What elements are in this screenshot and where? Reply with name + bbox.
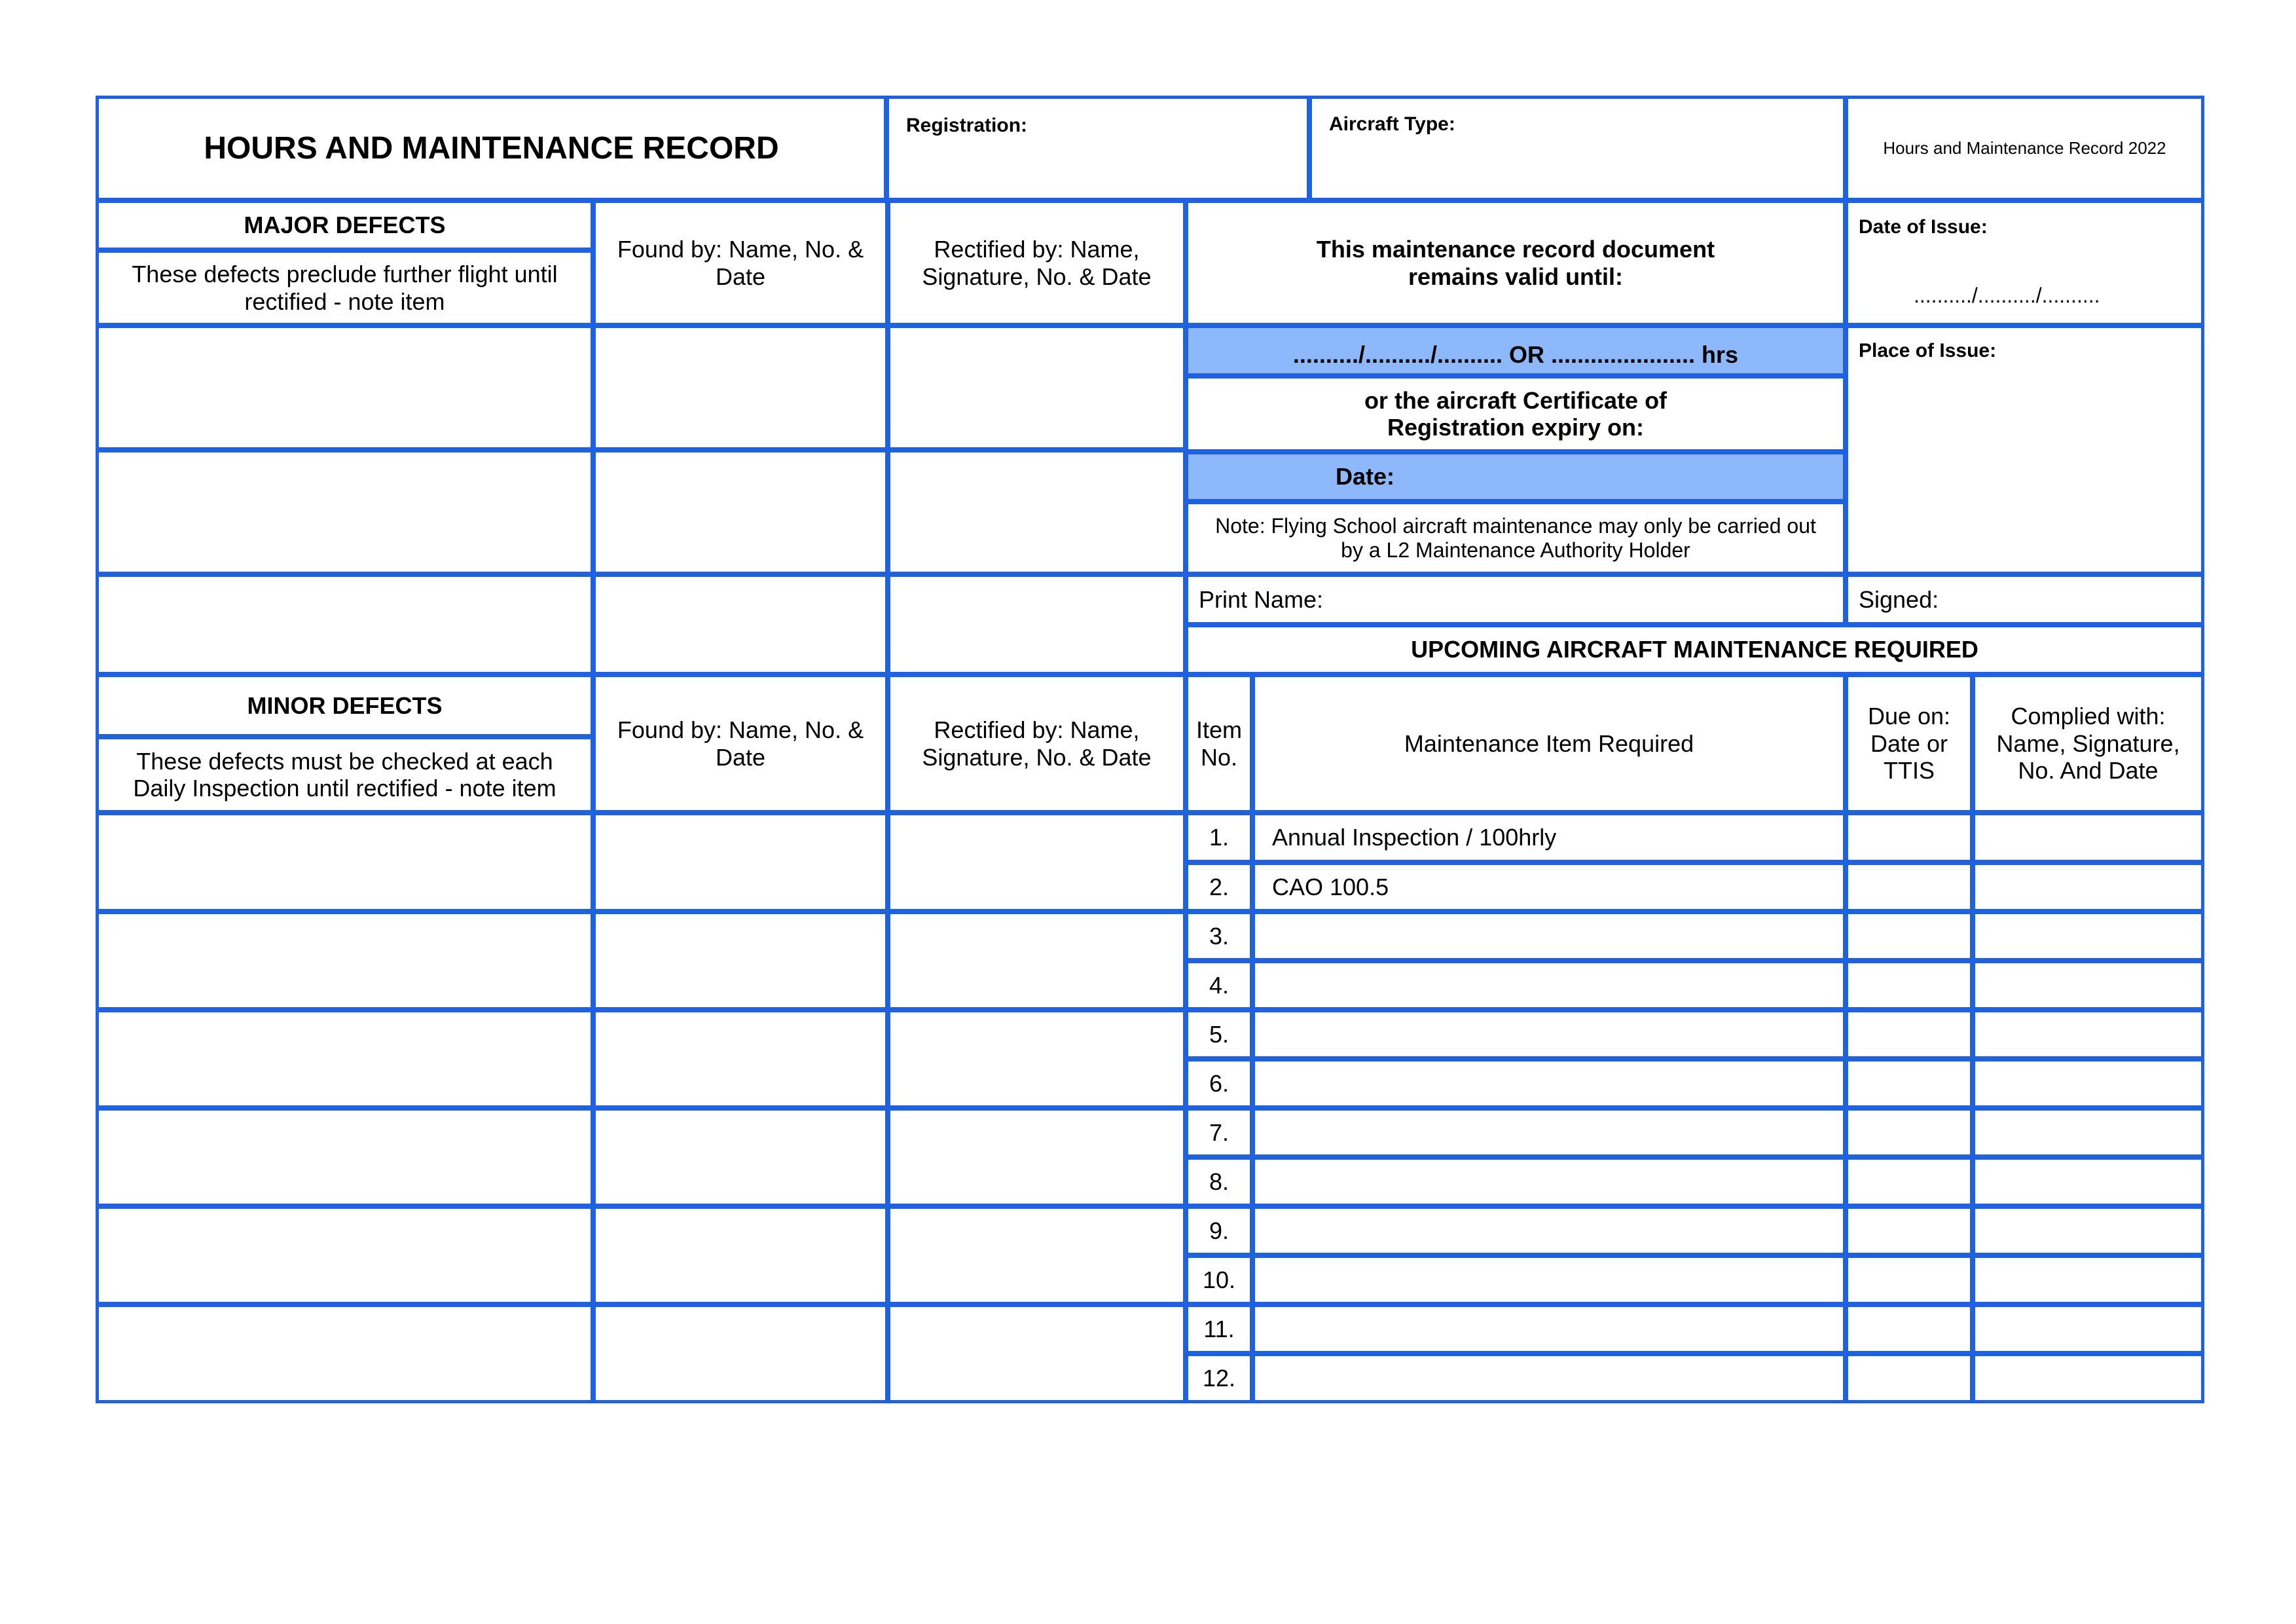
item-row-10-no [1185,1255,1253,1305]
item-row-6-required[interactable] [1252,1058,1846,1109]
major-defects-subtitle: These defects preclude further flight until rectified - note item [132,261,558,315]
item-number: 12. [1202,1364,1236,1392]
item-row-6-no [1185,1058,1253,1109]
item-row-11-complied[interactable] [1972,1304,2204,1354]
item-row-10-due[interactable] [1845,1255,1973,1305]
minor-defect-6-rectified[interactable] [887,1304,1186,1403]
minor-defect-1-desc[interactable] [96,812,594,912]
date-of-issue-label: Date of Issue: [1859,216,1988,238]
item-number: 8. [1209,1168,1230,1195]
item-row-7-complied[interactable] [1972,1107,2204,1158]
minor-defects-title: MINOR DEFECTS [247,692,443,719]
title-cell [96,96,887,201]
item-row-9-complied[interactable] [1972,1206,2204,1256]
item-row-9-due[interactable] [1845,1206,1973,1256]
print-name-label: Print Name: [1199,585,1324,613]
item-row-6-complied[interactable] [1972,1058,2204,1109]
item-number: 4. [1209,971,1230,999]
expiry-date-field[interactable] [1185,451,1846,502]
item-row-1-due[interactable] [1845,812,1973,863]
item-row-9-required[interactable] [1252,1206,1846,1256]
minor-defect-2-desc[interactable] [96,911,594,1010]
minor-defect-4-desc[interactable] [96,1107,594,1207]
col-required-label: Maintenance Item Required [1404,729,1694,757]
item-number: 5. [1209,1020,1230,1048]
validity-heading: This maintenance record document remains valid until: [1316,236,1715,290]
expiry-date-label: Date: [1335,463,1395,490]
item-number: 10. [1202,1266,1236,1293]
col-complied-label: Complied with: Name, Signature, No. And Date [1996,703,2180,784]
valid-until-blank: ........../........../.......... OR ...................... hrs [1292,341,1739,368]
item-number: 1. [1209,824,1230,851]
minor-rectified-by-header [887,674,1186,813]
item-row-7-no [1185,1107,1253,1158]
item-row-1-complied[interactable] [1972,812,2204,863]
item-row-3-no [1185,911,1253,961]
item-number: 3. [1209,922,1230,950]
item-row-12-required[interactable] [1252,1353,1846,1403]
item-description: CAO 100.5 [1272,873,1389,900]
minor-defect-5-rectified[interactable] [887,1206,1186,1305]
minor-defect-2-found[interactable] [592,911,888,1010]
item-number: 6. [1209,1069,1230,1097]
minor-defect-4-found[interactable] [592,1107,888,1207]
item-row-12-complied[interactable] [1972,1353,2204,1403]
item-row-11-due[interactable] [1845,1304,1973,1354]
page-title: HOURS AND MAINTENANCE RECORD [204,130,779,166]
minor-found-by-label: Found by: Name, No. & Date [617,716,864,771]
item-row-3-due[interactable] [1845,911,1973,961]
item-number: 9. [1209,1217,1230,1244]
upcoming-title: UPCOMING AIRCRAFT MAINTENANCE REQUIRED [1411,636,1978,663]
major-defect-1-desc[interactable] [96,325,594,451]
col-item-no-label: Item No. [1195,716,1242,771]
minor-defect-1-rectified[interactable] [887,812,1186,912]
aircraft-type-label: Aircraft Type: [1329,113,1455,135]
item-row-4-required[interactable] [1252,960,1846,1010]
item-row-11-no [1185,1304,1253,1354]
col-due-header [1845,674,1973,813]
valid-until-field[interactable] [1185,325,1846,377]
date-of-issue-blank: ........../........../.......... [1914,283,2100,307]
item-row-9-no [1185,1206,1253,1256]
major-defects-subtitle-cell [96,249,594,326]
major-defect-2-found[interactable] [592,449,888,575]
item-row-1-required[interactable] [1252,812,1846,863]
item-row-2-required[interactable] [1252,862,1846,912]
registration-label: Registration: [906,115,1028,136]
col-item-no-header [1185,674,1253,813]
col-due-label: Due on: Date or TTIS [1867,703,1951,784]
signed-field[interactable] [1845,574,2204,625]
validity-heading-cell [1185,200,1846,326]
minor-defect-2-rectified[interactable] [887,911,1186,1010]
item-row-11-required[interactable] [1252,1304,1846,1354]
major-defect-3-desc[interactable] [96,574,594,675]
minor-defect-6-desc[interactable] [96,1304,594,1403]
major-defect-1-found[interactable] [592,325,888,451]
item-row-4-no [1185,960,1253,1010]
place-of-issue-field[interactable] [1845,325,2204,575]
minor-rectified-by-label: Rectified by: Name, Signature, No. & Date [922,716,1152,771]
item-row-10-required[interactable] [1252,1255,1846,1305]
place-of-issue-label: Place of Issue: [1859,340,1997,361]
item-row-6-due[interactable] [1845,1058,1973,1109]
col-complied-header [1972,674,2204,813]
major-defect-1-rectified[interactable] [887,325,1186,451]
major-found-by-label: Found by: Name, No. & Date [617,236,864,290]
minor-defect-3-found[interactable] [592,1009,888,1109]
minor-defects-title-cell [96,674,594,737]
item-row-5-no [1185,1009,1253,1060]
flying-school-note: Note: Flying School aircraft maintenance may only be carried out by a L2 Maintenance Authority Holder [1215,513,1816,562]
item-row-3-complied[interactable] [1972,911,2204,961]
item-number: 7. [1209,1118,1230,1146]
item-row-12-no [1185,1353,1253,1403]
item-row-4-due[interactable] [1845,960,1973,1010]
item-row-8-required[interactable] [1252,1156,1846,1207]
minor-defects-subtitle-cell [96,736,594,813]
minor-defect-1-found[interactable] [592,812,888,912]
col-required-header [1252,674,1846,813]
item-row-12-due[interactable] [1845,1353,1973,1403]
note-cell [1185,501,1846,575]
major-defect-3-rectified[interactable] [887,574,1186,675]
minor-defect-4-rectified[interactable] [887,1107,1186,1207]
item-row-4-complied[interactable] [1972,960,2204,1010]
minor-defect-3-desc[interactable] [96,1009,594,1109]
major-defect-2-rectified[interactable] [887,449,1186,575]
item-description: Annual Inspection / 100hrly [1272,824,1557,851]
upcoming-title-cell [1185,624,2204,675]
major-defect-3-found[interactable] [592,574,888,675]
minor-defect-5-found[interactable] [592,1206,888,1305]
certificate-text: or the aircraft Certificate of Registration expiry on: [1364,386,1667,441]
major-defects-title-cell [96,200,594,251]
certificate-cell [1185,375,1846,452]
minor-defect-3-rectified[interactable] [887,1009,1186,1109]
minor-defects-subtitle: These defects must be checked at each Daily Inspection until rectified - note item [133,747,556,802]
item-row-1-no [1185,812,1253,863]
minor-found-by-header [592,674,888,813]
date-of-issue-field[interactable] [1845,200,2204,326]
item-row-8-complied[interactable] [1972,1156,2204,1207]
aircraft-type-field[interactable] [1309,96,1846,201]
item-number: 2. [1209,873,1230,900]
item-row-2-due[interactable] [1845,862,1973,912]
item-row-5-required[interactable] [1252,1009,1846,1060]
item-number: 11. [1203,1315,1235,1342]
print-name-field[interactable] [1185,574,1846,625]
minor-defect-6-found[interactable] [592,1304,888,1403]
major-defect-2-desc[interactable] [96,449,594,575]
item-row-5-due[interactable] [1845,1009,1973,1060]
major-rectified-by-label: Rectified by: Name, Signature, No. & Date [922,236,1152,290]
item-row-5-complied[interactable] [1972,1009,2204,1060]
item-row-3-required[interactable] [1252,911,1846,961]
item-row-8-no [1185,1156,1253,1207]
signed-label: Signed: [1859,585,1939,613]
minor-defect-5-desc[interactable] [96,1206,594,1305]
doc-ref: Hours and Maintenance Record 2022 [1883,138,2166,158]
item-row-7-due[interactable] [1845,1107,1973,1158]
major-rectified-by-header [887,200,1186,326]
item-row-10-complied[interactable] [1972,1255,2204,1305]
major-found-by-header [592,200,888,326]
registration-field[interactable] [886,96,1310,201]
item-row-2-no [1185,862,1253,912]
item-row-8-due[interactable] [1845,1156,1973,1207]
item-row-7-required[interactable] [1252,1107,1846,1158]
item-row-2-complied[interactable] [1972,862,2204,912]
doc-ref-cell [1845,96,2204,201]
major-defects-title: MAJOR DEFECTS [244,212,446,239]
